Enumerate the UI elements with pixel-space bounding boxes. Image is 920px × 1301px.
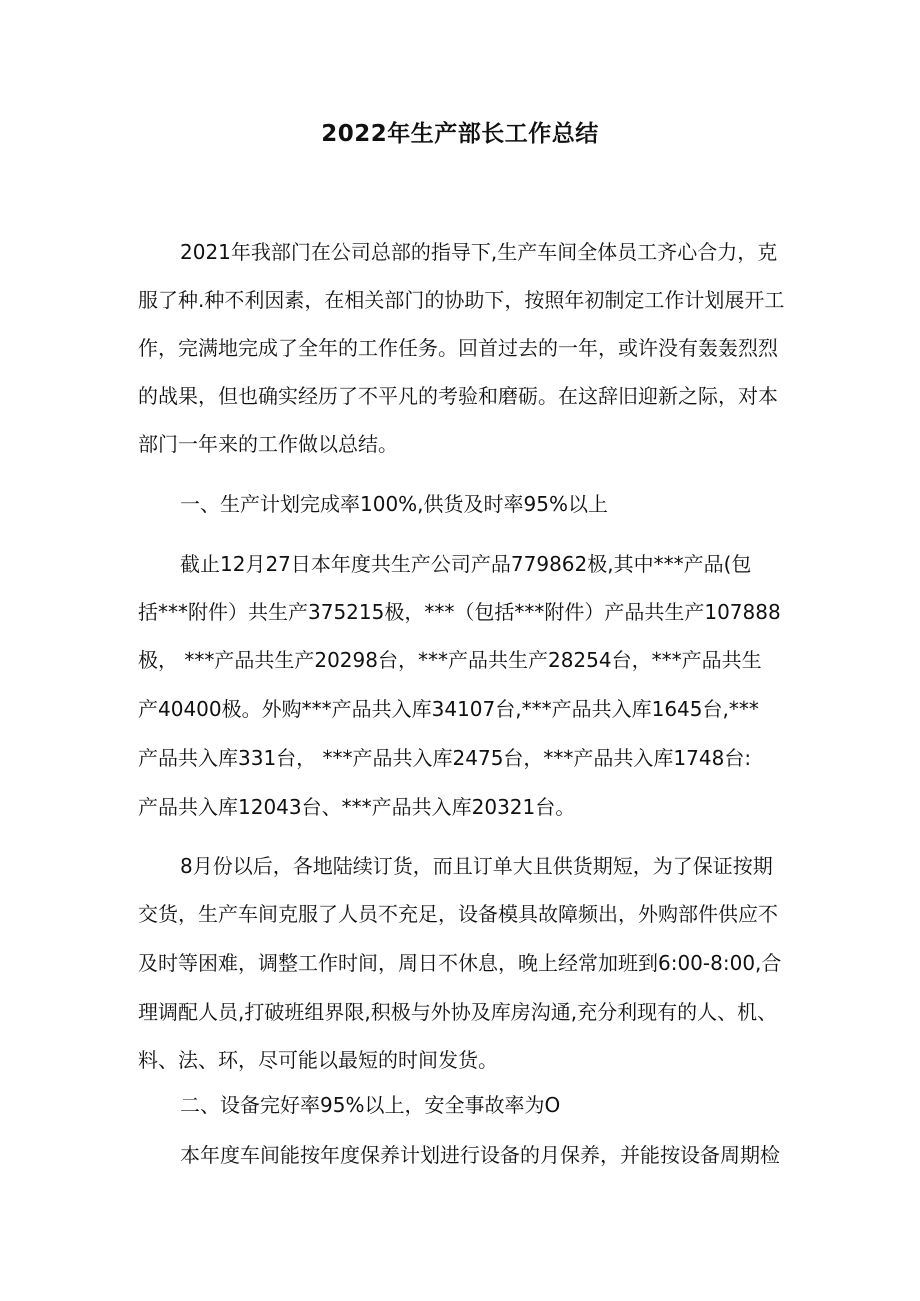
paragraph-line: 及时等困难，调整工作时间，周日不休息，晚上经常加班到6:00-8:00,合: [138, 951, 782, 975]
paragraph-line: 8月份以后，各地陆续订货，而且订单大且供货期短，为了保证按期: [180, 854, 773, 878]
section-heading: 二、设备完好率95%以上，安全事故率为O: [180, 1093, 561, 1117]
section-heading: 一、生产计划完成率100%,供货及时率95%以上: [180, 492, 608, 516]
paragraph-line: 括***附件）共生产375215极，***（包括***附件）产品共生产107888: [138, 600, 781, 624]
paragraph-line: 产品共入库12043台、***产品共入库20321台。: [138, 795, 576, 819]
paragraph-line: 服了种.种不利因素，在相关部门的协助下，按照年初制定工作计划展开工: [138, 288, 785, 312]
paragraph-line: 2021年我部门在公司总部的指导下,生产车间全体员工齐心合力，克: [180, 240, 778, 264]
document-title: 2022年生产部长工作总结: [321, 121, 599, 147]
paragraph-line: 的战果，但也确实经历了不平凡的考验和磨砺。在这辞旧迎新之际，对本: [138, 384, 778, 408]
paragraph-line: 截止12月27日本年度共生产公司产品779862极,其中***产品(包: [180, 552, 752, 576]
paragraph-line: 交货，生产车间克服了人员不充足，设备模具故障频出，外购部件供应不: [138, 902, 778, 926]
paragraph-line: 本年度车间能按年度保养计划进行设备的月保养，并能按设备周期检: [180, 1143, 780, 1167]
paragraph-line: 产品共入库331台， ***产品共入库2475台，***产品共入库1748台:: [138, 746, 752, 770]
paragraph-line: 理调配人员,打破班组界限,积极与外协及库房沟通,充分利现有的人、机、: [138, 1000, 778, 1024]
paragraph-line: 作，完满地完成了全年的工作任务。回首过去的一年，或许没有轰轰烈烈: [138, 336, 778, 360]
paragraph-line: 部门一年来的工作做以总结。: [138, 432, 398, 456]
paragraph-line: 极， ***产品共生产20298台，***产品共生产28254台，***产品共生: [138, 648, 762, 672]
paragraph-line: 产40400极。外购***产品共入库34107台,***产品共入库1645台,***: [138, 697, 759, 721]
paragraph-line: 料、法、环，尽可能以最短的时间发货。: [138, 1048, 498, 1072]
